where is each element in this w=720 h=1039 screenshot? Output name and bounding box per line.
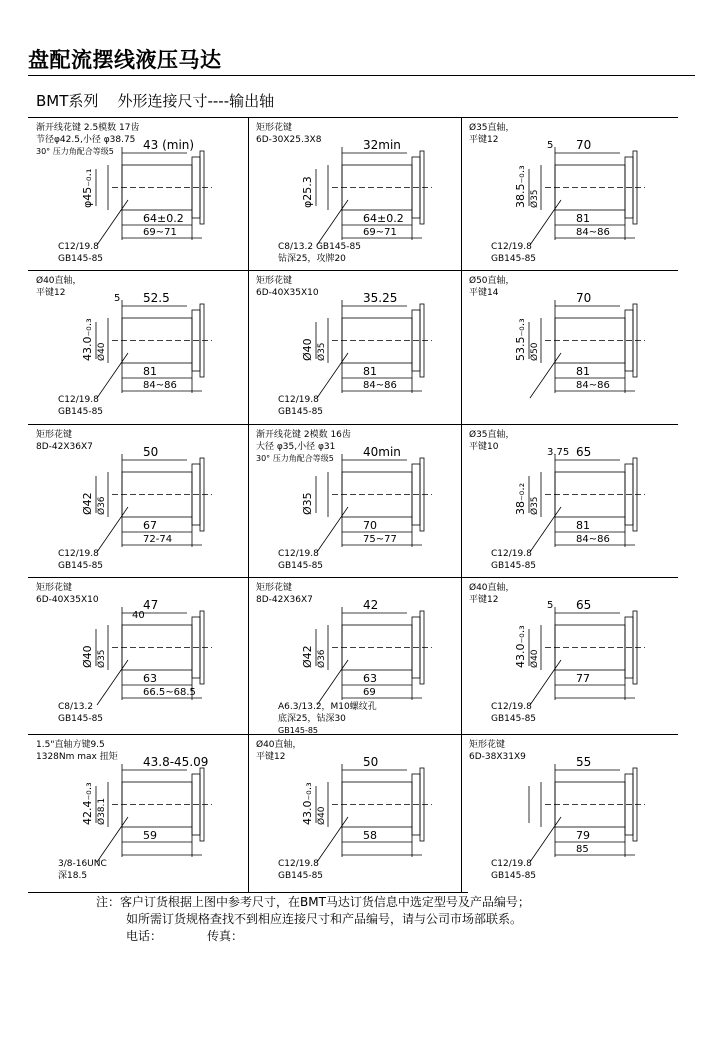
- diameter-label: 43.0₋₀.₃: [81, 318, 94, 361]
- standard-line-1: C12/19.8: [491, 859, 532, 869]
- drawing-cell: [32, 737, 237, 885]
- grid-line: [28, 577, 678, 578]
- standard-line-1: C12/19.8: [491, 702, 532, 712]
- total-length: 84~86: [576, 380, 610, 391]
- shaft-length: 77: [576, 672, 590, 685]
- key-offset: 5: [114, 293, 121, 304]
- top-length: 50: [143, 445, 159, 459]
- drawing-cell: [32, 273, 237, 421]
- drawing-cell: [465, 580, 670, 728]
- spec-line-2: 平键12: [469, 135, 499, 145]
- diameter-label-2: Ø50: [530, 342, 540, 361]
- drawing-cell: [465, 427, 670, 575]
- standard-line-2: GB145-85: [58, 561, 104, 571]
- spec-line-2: 平键14: [469, 288, 499, 298]
- top-length: 55: [576, 755, 592, 769]
- total-length: 69: [363, 687, 376, 698]
- key-offset: 5: [547, 140, 554, 151]
- drawing-cell: [465, 120, 670, 268]
- diameter-label-2: Ø38.1: [97, 797, 107, 825]
- grid-line: [248, 117, 249, 892]
- spec-line-1: Ø35直轴，: [469, 123, 515, 133]
- top-length: 52.5: [143, 291, 170, 305]
- spec-line-1: 矩形花键: [36, 430, 73, 440]
- note-line-2: 如所需订货规格查找不到相应连接尺寸和产品编号，请与公司市场部联系。: [126, 912, 523, 926]
- grid-line: [461, 117, 462, 892]
- diameter-label: 38.5₋₀.₃: [514, 165, 527, 208]
- top-length: 42: [363, 598, 379, 612]
- key-offset: 5: [547, 600, 554, 611]
- diameter-label-2: Ø35: [530, 496, 540, 515]
- standard-line-2: 深18.5: [58, 871, 88, 881]
- top-length: 35.25: [363, 291, 398, 305]
- top-length-2: 40: [132, 610, 145, 621]
- spec-line-2: 平键10: [469, 442, 499, 452]
- drawing-cell: [32, 120, 237, 268]
- spec-line-1: 矩形花键: [36, 583, 73, 593]
- shaft-length: 81: [576, 519, 590, 532]
- diameter-label: Ø42: [301, 645, 314, 668]
- grid-line: [28, 270, 678, 271]
- standard-line-1: 3/8-16UNC: [58, 859, 107, 869]
- diameter-label: 43.0₋₀.₃: [514, 625, 527, 668]
- spec-line-2: 6D-40X35X10: [256, 288, 319, 298]
- spec-line-3: 30° 压力角配合等级5: [36, 147, 114, 156]
- total-length: 69~71: [143, 227, 177, 238]
- drawing-cell: [32, 580, 237, 728]
- shaft-length: 70: [363, 519, 377, 532]
- spec-line-1: 1.5"直轴方键9.5: [36, 740, 105, 750]
- spec-line-1: 渐开线花键 2模数 16齿: [256, 430, 351, 440]
- top-length: 70: [576, 291, 592, 305]
- spec-line-1: 矩形花键: [256, 123, 293, 133]
- top-length: 40min: [363, 445, 401, 459]
- total-length: 69~71: [363, 227, 397, 238]
- grid-line: [28, 424, 678, 425]
- standard-line-2: GB145-85: [278, 561, 324, 571]
- spec-line-1: 渐开线花键 2.5模数 17齿: [36, 123, 140, 133]
- grid-line: [28, 117, 678, 118]
- drawing-cell: [32, 427, 237, 575]
- drawing-cell: [252, 737, 457, 885]
- shaft-length: 67: [143, 519, 157, 532]
- shaft-length: 64±0.2: [143, 212, 184, 225]
- spec-line-2: 8D-42X36X7: [256, 595, 313, 605]
- spec-line-2: 6D-30X25.3X8: [256, 135, 322, 145]
- shaft-length: 63: [143, 672, 157, 685]
- standard-line-2: GB145-85: [278, 407, 324, 417]
- total-length: 85: [576, 844, 589, 855]
- standard-line-3: GB145-85: [278, 726, 319, 735]
- standard-line-1: C12/19.8: [58, 242, 99, 252]
- standard-line-1: C12/19.8: [278, 859, 319, 869]
- total-length: 84~86: [576, 227, 610, 238]
- spec-line-2: 平键12: [256, 752, 286, 762]
- standard-line-2: GB145-85: [491, 871, 537, 881]
- key-offset: 3.75: [547, 447, 570, 458]
- diameter-label-2: Ø36: [97, 496, 107, 515]
- spec-line-1: Ø50直轴，: [469, 276, 515, 286]
- diameter-label-2: Ø40: [530, 649, 540, 668]
- spec-line-2: 1328Nm max 扭矩: [36, 752, 118, 762]
- total-length: 84~86: [143, 380, 177, 391]
- shaft-length: 58: [363, 829, 377, 842]
- drawing-grid: [28, 117, 678, 892]
- shaft-length: 64±0.2: [363, 212, 404, 225]
- shaft-length: 81: [576, 365, 590, 378]
- page-title: 盘配流摆线液压马达: [28, 48, 222, 72]
- shaft-length: 59: [143, 829, 157, 842]
- spec-line-2: 8D-42X36X7: [36, 442, 93, 452]
- total-length: 84~86: [363, 380, 397, 391]
- diameter-label-2: Ø35: [317, 342, 327, 361]
- total-length: 72-74: [143, 534, 173, 545]
- diameter-label-2: Ø40: [97, 342, 107, 361]
- standard-line-2: GB145-85: [491, 714, 537, 724]
- section-subtitle: BMT系列 外形连接尺寸----输出轴: [36, 92, 275, 110]
- standard-line-1: C12/19.8: [58, 395, 99, 405]
- diameter-label: φ45₋₀.₁: [81, 168, 94, 208]
- diameter-label: φ25.3: [301, 176, 314, 208]
- shaft-length: 63: [363, 672, 377, 685]
- spec-line-1: Ø40直轴，: [469, 583, 515, 593]
- diameter-label-2: Ø35: [530, 189, 540, 208]
- top-length: 47: [143, 598, 159, 612]
- standard-line-2: GB145-85: [58, 407, 104, 417]
- shaft-length: 81: [363, 365, 377, 378]
- standard-line-2: GB145-85: [491, 254, 537, 264]
- total-length: 66.5~68.5: [143, 687, 196, 698]
- standard-line-1: C8/13.2 GB145-85: [278, 242, 361, 252]
- spec-line-1: Ø40直轴，: [36, 276, 82, 286]
- diameter-label-2: Ø35: [97, 649, 107, 668]
- standard-line-1: C12/19.8: [491, 242, 532, 252]
- standard-line-1: C12/19.8: [491, 549, 532, 559]
- spec-line-2: 平键12: [36, 288, 66, 298]
- spec-line-1: Ø40直轴，: [256, 740, 302, 750]
- note-phone: 电话：: [126, 929, 163, 943]
- spec-line-3: 30° 压力角配合等级5: [256, 454, 334, 463]
- total-length: 75~77: [363, 534, 397, 545]
- spec-line-1: 矩形花键: [469, 740, 506, 750]
- top-length: 43 (min): [143, 138, 195, 152]
- standard-line-1: C12/19.8: [58, 549, 99, 559]
- diameter-label: 43.0₋₀.₃: [301, 782, 314, 825]
- diameter-label: 42.4₋₀.₃: [81, 782, 94, 825]
- standard-line-2: GB145-85: [58, 254, 104, 264]
- top-length: 65: [576, 598, 592, 612]
- drawing-cell: [465, 737, 670, 885]
- shaft-length: 81: [143, 365, 157, 378]
- spec-line-2: 6D-40X35X10: [36, 595, 99, 605]
- standard-line-1: A6.3/13.2，M10螺纹孔: [278, 702, 377, 712]
- standard-line-2: 底深25，钻深30: [278, 714, 346, 724]
- note-line-1: 注：客户订货根据上图中参考尺寸，在BMT马达订货信息中选定型号及产品编号；: [96, 895, 530, 909]
- top-length: 32min: [363, 138, 401, 152]
- drawing-cell: [252, 580, 457, 735]
- standard-line-2: GB145-85: [491, 561, 537, 571]
- drawing-cell: [252, 427, 457, 575]
- grid-line: [28, 734, 678, 735]
- spec-line-1: Ø35直轴，: [469, 430, 515, 440]
- standard-line-1: C12/19.8: [278, 549, 319, 559]
- shaft-length: 81: [576, 212, 590, 225]
- drawing-cell: [465, 273, 670, 421]
- top-length: 70: [576, 138, 592, 152]
- diameter-label: Ø42: [81, 492, 94, 515]
- diameter-label: Ø40: [81, 645, 94, 668]
- spec-line-2: 节径φ42.5,小径 φ38.75: [36, 135, 136, 145]
- spec-line-2: 大径 φ35,小径 φ31: [256, 442, 336, 452]
- diameter-label: 53.5₋₀.₃: [514, 318, 527, 361]
- standard-line-2: 钻深25，攻牌20: [278, 254, 346, 264]
- diameter-label: Ø35: [301, 492, 314, 515]
- shaft-length: 79: [576, 829, 590, 842]
- top-length: 50: [363, 755, 379, 769]
- standard-line-1: C8/13.2: [58, 702, 94, 712]
- standard-line-2: GB145-85: [278, 871, 324, 881]
- top-length: 43.8-45.09: [143, 755, 209, 769]
- total-length: 84~86: [576, 534, 610, 545]
- diameter-label-2: Ø40: [317, 806, 327, 825]
- standard-line-2: GB145-85: [58, 714, 104, 724]
- diameter-label-2: Ø36: [317, 649, 327, 668]
- grid-line: [28, 892, 468, 893]
- spec-line-1: 矩形花键: [256, 583, 293, 593]
- top-length: 65: [576, 445, 592, 459]
- spec-line-2: 平键12: [469, 595, 499, 605]
- note-fax: 传真：: [207, 929, 244, 943]
- drawing-cell: [252, 273, 457, 421]
- diameter-label: 38₋₀.₂: [514, 482, 527, 515]
- title-divider: [28, 75, 695, 76]
- spec-line-1: 矩形花键: [256, 276, 293, 286]
- standard-line-1: C12/19.8: [278, 395, 319, 405]
- drawing-cell: [252, 120, 457, 268]
- diameter-label: Ø40: [301, 338, 314, 361]
- spec-line-2: 6D-38X31X9: [469, 752, 526, 762]
